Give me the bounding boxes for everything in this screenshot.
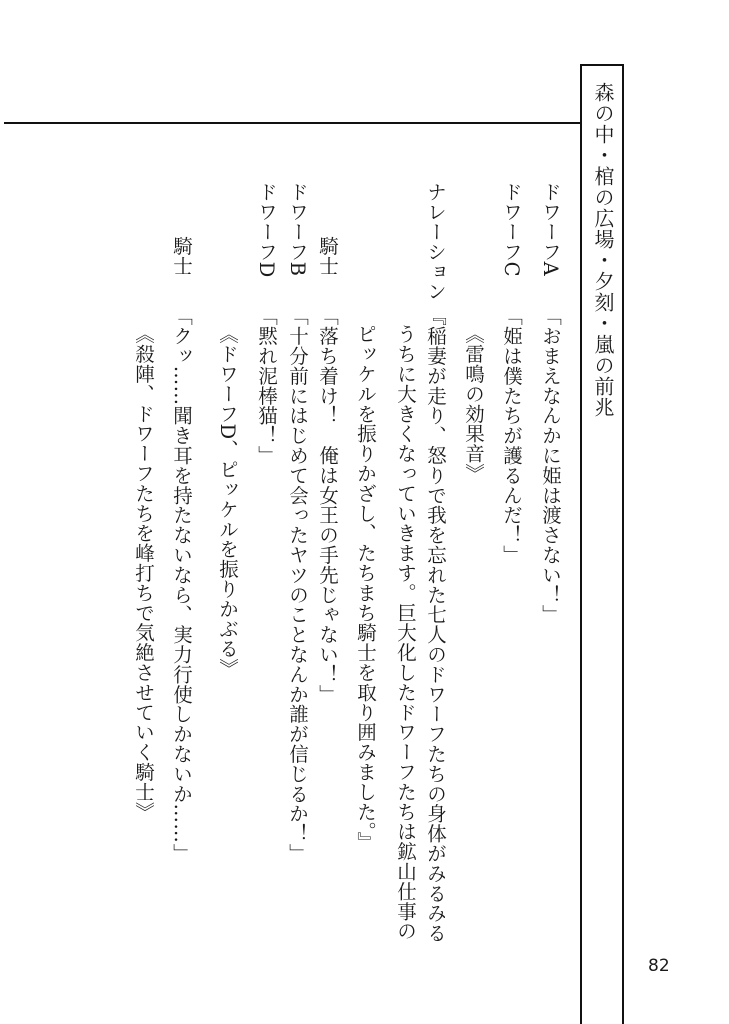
narration-line: ピッケルを振りかざし、たちまち騎士を取り囲みました。』 <box>354 324 377 852</box>
dialogue-line: 「十分前にはじめて会ったヤツのことなんか誰が信じるか！」 <box>286 306 309 864</box>
speaker-name: 騎士 <box>170 236 193 276</box>
speaker-name: ドワーフD <box>255 182 278 278</box>
header-rule <box>4 122 582 124</box>
speaker-name: ドワーフB <box>286 182 309 277</box>
stage-direction: 《ドワーフD、ピッケルを振りかぶる》 <box>216 324 239 679</box>
speaker-name: 騎士 <box>316 236 339 276</box>
dialogue-line: 「落ち着け！ 俺は女王の手先じゃない！」 <box>316 306 339 704</box>
speaker-name: ドワーフC <box>500 182 523 277</box>
narration-line: 『稲妻が走り、怒りで我を忘れた七人のドワーフたちの身体がみるみる <box>424 306 447 943</box>
speaker-name: ドワーフA <box>539 182 562 277</box>
dialogue-line: 「姫は僕たちが護るんだ！」 <box>500 306 523 565</box>
dialogue-line: 「おまえなんかに姫は渡さない！」 <box>539 306 562 625</box>
scene-heading: 森の中・棺の広場・夕刻・嵐の前兆 <box>591 82 615 418</box>
speaker-name: ナレーション <box>424 182 447 302</box>
stage-direction: 《殺陣、ドワーフたちを峰打ちで気絶させていく騎士》 <box>132 324 155 822</box>
narration-line: うちに大きくなっていきます。巨大化したドワーフたちは鉱山仕事の <box>394 324 417 941</box>
dialogue-line: 「黙れ泥棒猫！」 <box>255 306 278 466</box>
stage-direction: 《雷鳴の効果音》 <box>462 324 485 484</box>
dialogue-line: 「クッ……聞き耳を持たないなら、実力行使しかないか……」 <box>170 306 193 864</box>
page-number: 82 <box>648 956 670 976</box>
